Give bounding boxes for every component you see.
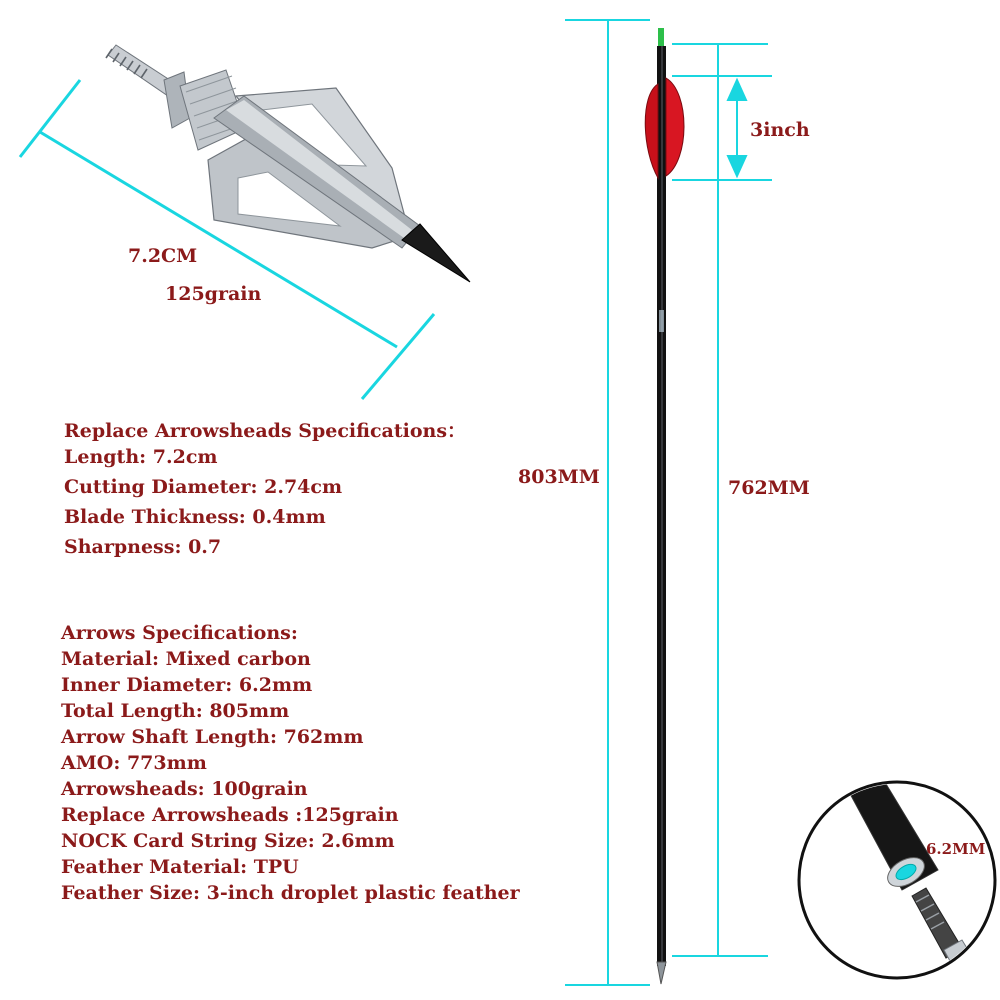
arrow-image	[645, 28, 684, 984]
arrowhead-spec-line: Sharpness: 0.7	[64, 536, 222, 558]
total-length-label: 803MM	[518, 466, 600, 488]
arrow-specifications	[61, 622, 521, 912]
arrow-point	[657, 962, 666, 984]
broadhead-length-label: 7.2CM	[128, 245, 198, 267]
arrow-total-length-dimension	[565, 20, 650, 985]
arrow-spec-line: Replace Arrowsheads :125grain	[61, 804, 399, 826]
arrow-spec-line: Total Length: 805mm	[61, 700, 290, 722]
arrow-spec-line: Feather Material: TPU	[61, 856, 299, 878]
arrow-spec-line: Inner Diameter: 6.2mm	[61, 674, 313, 696]
arrow-spec-line: AMO: 773mm	[61, 752, 207, 774]
arrow-spec-line: Material: Mixed carbon	[61, 648, 311, 670]
arrowhead-specs-title: Replace Arrowsheads Specifications：	[64, 420, 467, 442]
arrowhead-spec-line: Blade Thickness: 0.4mm	[64, 506, 326, 528]
arrowhead-specifications	[64, 416, 484, 566]
broadhead-weight-label: 125grain	[165, 283, 262, 305]
diameter-inset	[799, 774, 995, 998]
arrow-spec-line: Feather Size: 3-inch droplet plastic feather	[61, 882, 520, 904]
arrow-spec-line: NOCK Card String Size: 2.6mm	[61, 830, 395, 852]
arrow-spec-line: Arrow Shaft Length: 762mm	[61, 726, 364, 748]
arrow-specs-title: Arrows Specifications:	[61, 622, 298, 644]
arrow-nock	[658, 28, 664, 48]
arrowhead-spec-line: Length: 7.2cm	[64, 446, 218, 468]
arrow-feather-left	[645, 84, 658, 178]
shaft-length-label: 762MM	[728, 477, 810, 499]
arrowhead-spec-line: Cutting Diameter: 2.74cm	[64, 476, 343, 498]
feather-length-label: 3inch	[750, 119, 810, 141]
arrow-spec-line: Arrowsheads: 100grain	[61, 778, 308, 800]
broadhead-tip	[402, 224, 470, 282]
inner-diameter-label: 6.2MM	[926, 840, 986, 858]
arrow-feather-right	[666, 78, 684, 176]
